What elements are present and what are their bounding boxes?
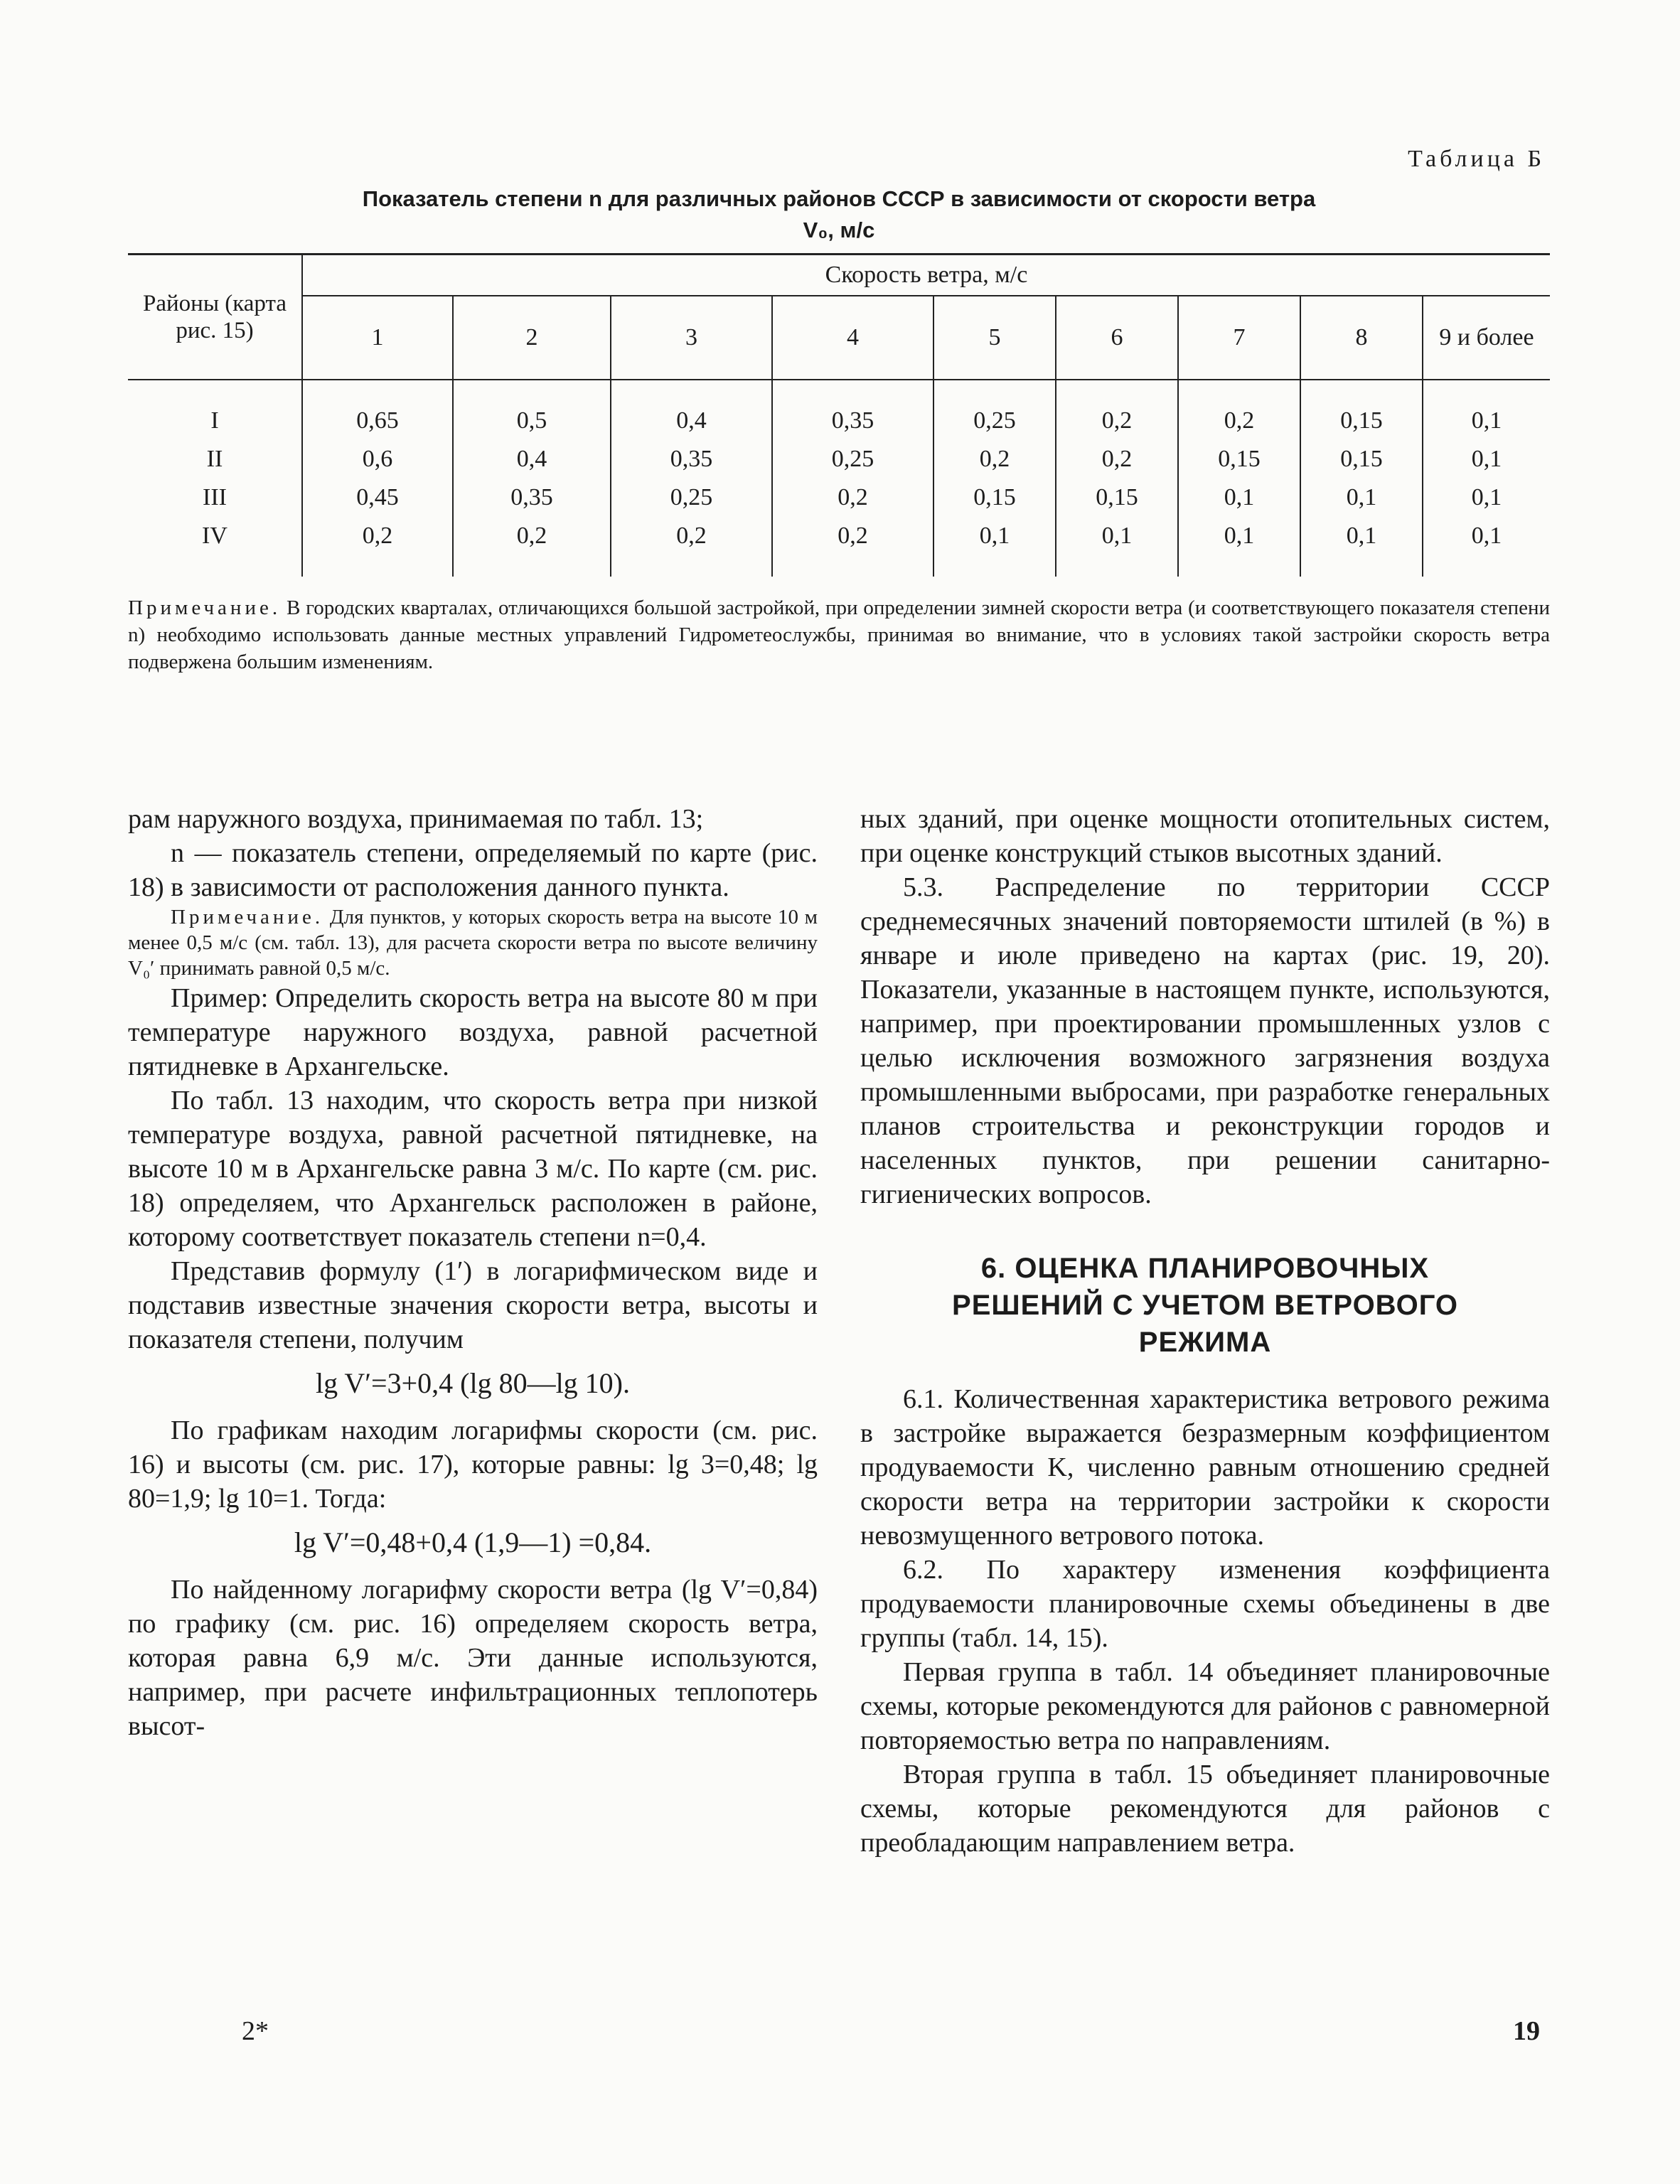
value-cell: 0,25 [772, 440, 933, 478]
signature-mark: 2* [242, 2016, 269, 2046]
value-cell: 0,1 [1471, 407, 1502, 434]
region-cell: II [128, 440, 302, 478]
value-cell: 0,35 [453, 478, 611, 517]
table-note [128, 594, 1550, 675]
speed-column-header: 6 [1056, 296, 1178, 380]
table-note-text: В городских кварталах, отличающихся большой застройкой, при определении зимней скорости ветра (и соответствующего показателя степени n) необходимо использовать данные местных управлений Гидрометеослужбы, принимая во внимание, что в условиях такой застройки скорость ветра подвержена большим изменениям. [128, 596, 1550, 673]
value-cell: 0,4 [453, 440, 611, 478]
note [128, 904, 818, 981]
value-cell: 0,2 [772, 517, 933, 577]
value-cell: 0,1 [1178, 478, 1300, 517]
paragraph: 5.3. Распределение по территории СССР среднемесячных значений повторяемости штилей (в %) в январе и июле приведено на картах (рис. 19, 20). Показатели, указанные в настоящем пункте, используются, например, при проектировании промышленных узлов с целью исключения возможного загрязнения воздуха промышленными выбросами, при разработке генеральных планов строительства и реконструкции городов и населенных пунктов, при решении санитарно-гигиенических вопросов. [860, 872, 1550, 1209]
paragraph: По табл. 13 находим, что скорость ветра при низкой температуре воздуха, равной расчетной пятидневке, на высоте 10 м в Архангельске равна 3 м/с. По карте (см. рис. 18) определяем, что Архангельск расположен в районе, которому соответствует показатель степени n=0,4. [128, 1086, 818, 1252]
table-label: Таблица Б [1408, 146, 1545, 172]
wind-exponent-table [128, 253, 1550, 577]
paragraph: Представив формулу (1′) в логарифмическом виде и подставив известные значения скорости ветра, высоты и показателя степени, получим [128, 1256, 818, 1354]
section-heading-line: РЕШЕНИЙ С УЧЕТОМ ВЕТРОВОГО [952, 1290, 1458, 1321]
value-cell: 0,1 [1471, 523, 1502, 549]
value-cell: 0,1 [1300, 517, 1423, 577]
paragraph: По найденному логарифму скорости ветра (lg V′=0,84) по графику (см. рис. 16) определяем скорость ветра, которая равна 6,9 м/с. Эти данные используются, например, при расчете инфильтрационных теплопотерь высот- [128, 1575, 818, 1741]
speed-column-header: 7 [1178, 296, 1300, 380]
region-column-header: Районы (карта рис. 15) [128, 255, 302, 380]
value-cell: 0,6 [302, 440, 453, 478]
value-cell: 0,35 [611, 440, 772, 478]
value-cell: 0,2 [933, 440, 1056, 478]
formula: lg V′=0,48+0,4 (1,9—1) =0,84. [294, 1526, 652, 1558]
region-cell: III [128, 478, 302, 517]
value-cell: 0,5 [453, 380, 611, 440]
paragraph: 6.1. Количественная характеристика ветрового режима в застройке выражается безразмерным коэффициентом продуваемости K, численно равным отношению средней скорости ветра на территории застройки к скорости невозмущенного ветрового потока. [860, 1384, 1550, 1551]
paragraph: По графикам находим логарифмы скорости (см. рис. 16) и высоты (см. рис. 17), которые равны: lg 3=0,48; lg 80=1,9; lg 10=1. Тогда: [128, 1415, 818, 1514]
paragraph: рам наружного воздуха, принимаемая по табл. 13; [128, 804, 704, 834]
value-cell: 0,15 [933, 478, 1056, 517]
note-label: Примечание. [171, 906, 324, 928]
value-cell: 0,2 [302, 517, 453, 577]
value-cell: 0,35 [772, 380, 933, 440]
left-column [128, 802, 818, 1743]
table-title-line-1: Показатель степени n для различных районов СССР в зависимости от скорости ветра [362, 186, 1316, 211]
speed-column-header: 8 [1300, 296, 1423, 380]
paragraph: Первая группа в табл. 14 объединяет планировочные схемы, которые рекомендуются для районов с равномерной повторяемостью ветра по направлениям. [860, 1657, 1550, 1755]
speed-group-header: Скорость ветра, м/с [302, 255, 1550, 296]
section-heading-line: 6. ОЦЕНКА ПЛАНИРОВОЧНЫХ [980, 1253, 1430, 1284]
note-text: Для пунктов, у которых скорость ветра на высоте 10 м менее 0,5 м/с (см. табл. 13), для расчета скорости ветра по высоте величину V₀′ принимать равной 0,5 м/с. [128, 906, 818, 980]
value-cell: 0,15 [1178, 440, 1300, 478]
region-cell: I [128, 380, 302, 440]
value-cell: 0,4 [611, 380, 772, 440]
table-row [128, 478, 1550, 517]
section-heading [860, 1250, 1550, 1361]
speed-column-header: 4 [772, 296, 933, 380]
value-cell: 0,2 [611, 517, 772, 577]
formula: lg V′=3+0,4 (lg 80—lg 10). [315, 1367, 630, 1399]
value-cell: 0,25 [611, 478, 772, 517]
value-cell: 0,15 [1300, 380, 1423, 440]
speed-column-header: 5 [933, 296, 1056, 380]
table-row [128, 440, 1550, 478]
value-cell: 0,25 [933, 380, 1056, 440]
page-number: 19 [1513, 2016, 1540, 2046]
value-cell: 0,65 [302, 380, 453, 440]
value-cell: 0,1 [1471, 446, 1502, 472]
value-cell: 0,1 [1300, 478, 1423, 517]
table-row [128, 380, 1550, 440]
value-cell: 0,1 [1178, 517, 1300, 577]
table-title [128, 183, 1550, 246]
paragraph: 6.2. По характеру изменения коэффициента продуваемости планировочные схемы объединены в две группы (табл. 14, 15). [860, 1555, 1550, 1653]
value-cell: 0,2 [1056, 440, 1178, 478]
value-cell: 0,1 [1056, 517, 1178, 577]
right-column [860, 802, 1550, 1860]
region-cell: IV [128, 517, 302, 577]
speed-column-header: 9 и более [1439, 324, 1534, 350]
paragraph: Пример: Определить скорость ветра на высоте 80 м при температуре наружного воздуха, равной расчетной пятидневке в Архангельске. [128, 983, 818, 1081]
value-cell: 0,2 [1056, 380, 1178, 440]
value-cell: 0,2 [1178, 380, 1300, 440]
value-cell: 0,2 [772, 478, 933, 517]
paragraph: ных зданий, при оценке мощности отопительных систем, при оценке конструкций стыков высотных зданий. [860, 804, 1550, 868]
value-cell: 0,15 [1056, 478, 1178, 517]
section-heading-line: РЕЖИМА [1138, 1327, 1272, 1358]
paragraph: Вторая группа в табл. 15 объединяет планировочные схемы, которые рекомендуются для районов с преобладающим направлением ветра. [860, 1760, 1550, 1858]
value-cell: 0,1 [1471, 484, 1502, 510]
value-cell: 0,1 [933, 517, 1056, 577]
value-cell: 0,2 [453, 517, 611, 577]
value-cell: 0,15 [1300, 440, 1423, 478]
value-cell: 0,45 [302, 478, 453, 517]
table-note-label: Примечание. [128, 596, 282, 619]
speed-column-header: 3 [611, 296, 772, 380]
speed-column-header: 1 [302, 296, 453, 380]
table-row [128, 517, 1550, 577]
table-title-line-2: V₀, м/с [803, 218, 875, 242]
paragraph: n — показатель степени, определяемый по карте (рис. 18) в зависимости от расположения данного пункта. [128, 838, 818, 902]
speed-column-header: 2 [453, 296, 611, 380]
